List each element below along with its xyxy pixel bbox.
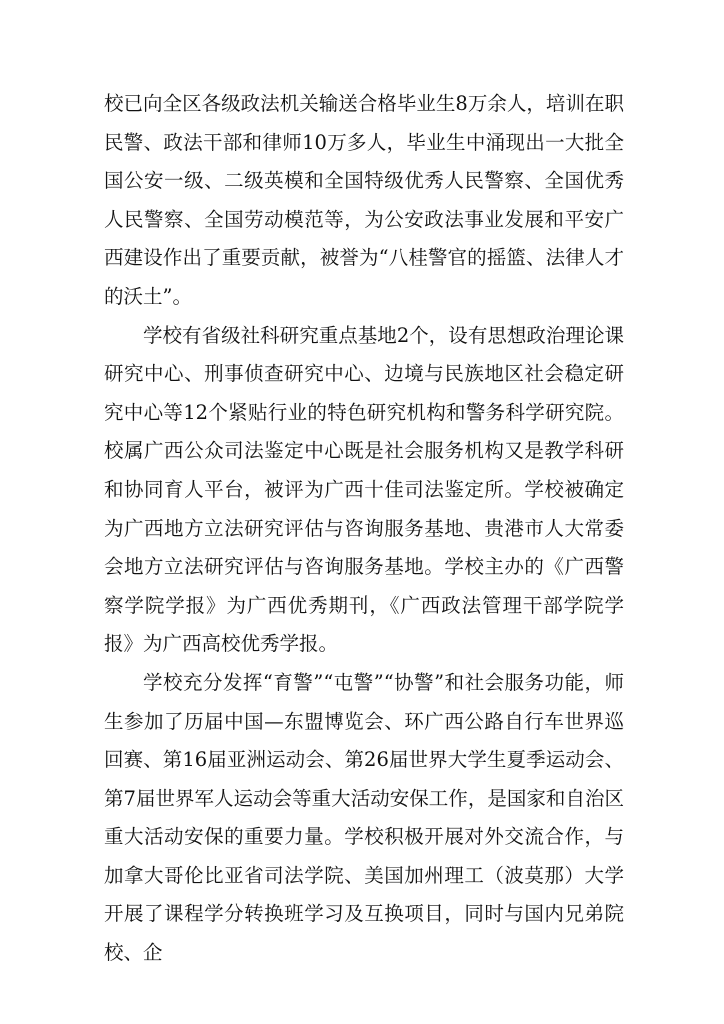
paragraph-1: 校已向全区各级政法机关输送合格毕业生8万余人，培训在职民警、政法干部和律师10万多人，毕业生中涌现出一大批全国公安一级、二级英模和全国特级优秀人民警察、全国优秀人民警察、全国劳动模范等，为公安政法事业发展和平安广西建设作出了重要贡献，被誉为“八桂警官的摇篮、法律人才的沃土”。	[104, 92, 624, 308]
paragraph-2: 学校有省级社科研究重点基地2个，设有思想政治理论课研究中心、刑事侦查研究中心、边境与民族地区社会稳定研究中心等12个紧贴行业的特色研究机构和警务科学研究院。校属广西公众司法鉴定中心既是社会服务机构又是教学科研和协同育人平台，被评为广西十佳司法鉴定所。学校被确定为广西地方立法研究评估与咨询服务基地、贵港市人大常委会地方立法研究评估与咨询服务基地。学校主办的《广西警察学院学报》为广西优秀期刊，《广西政法管理干部学院学报》为广西高校优秀学报。	[104, 323, 624, 656]
document-body	[104, 85, 624, 973]
paragraph-3: 学校充分发挥“育警”“屯警”“协警”和社会服务功能，师生参加了历届中国—东盟博览会、环广西公路自行车世界巡回赛、第16届亚洲运动会、第26届世界大学生夏季运动会、第7届世界军人运动会等重大活动安保工作，是国家和自治区重大活动安保的重要力量。学校积极开展对外交流合作，与加拿大哥伦比亚省司法学院、美国加州理工（波莫那）大学开展了课程学分转换班学习及互换项目，同时与国内兄弟院校、企	[104, 670, 624, 965]
